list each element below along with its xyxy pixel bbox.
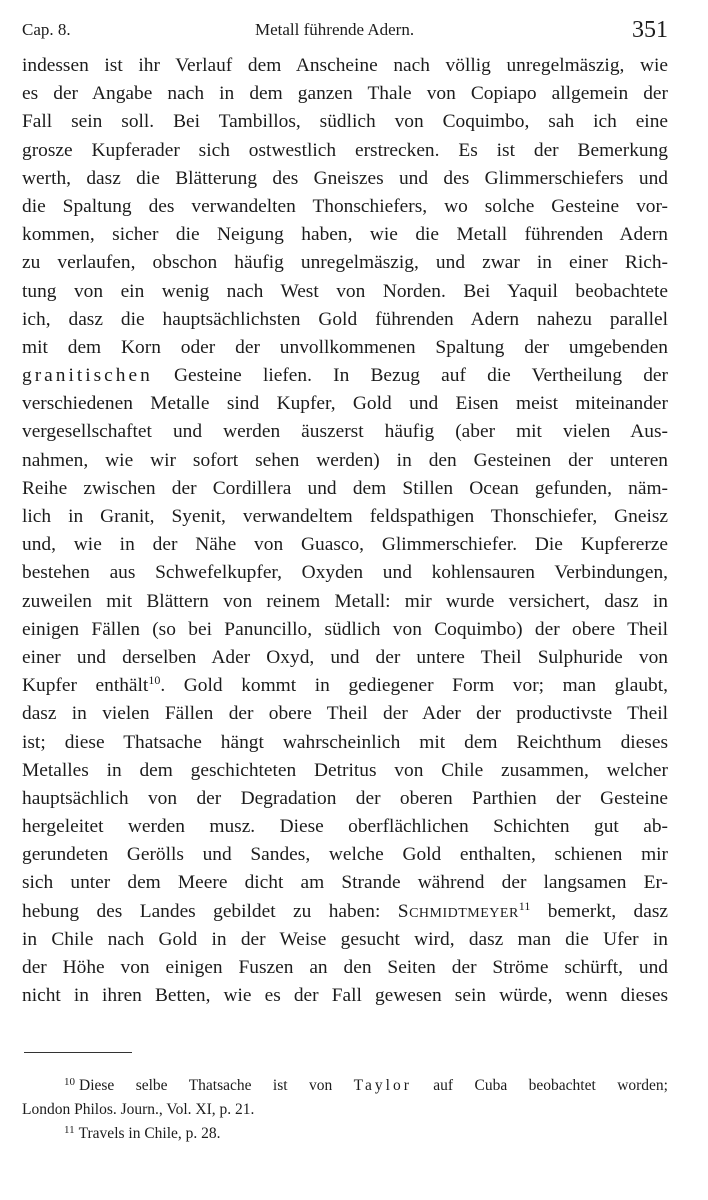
- line-segment: . Gold kommt in gediegener Form vor; man glaubt,: [160, 675, 668, 697]
- text-line: werth, dasz die Blätterung des Gneiszes und des Glimmerschiefers und: [22, 167, 668, 189]
- text-line: dasz in vielen Fällen der obere Theil der Ader der productivste Theil: [22, 703, 668, 725]
- text-line: [22, 362, 668, 390]
- text-line: zu verlaufen, obschon häufig unregelmäszig, und zwar in einer Rich-: [22, 252, 668, 274]
- text-line: es der Angabe nach in dem ganzen Thale von Copiapo allgemein der: [22, 83, 668, 105]
- page-number: 351: [632, 17, 668, 43]
- text-line: indessen ist ihr Verlauf dem Anscheine nach völlig unregelmäszig, wie: [22, 55, 668, 76]
- text-line: [22, 672, 668, 700]
- text-line: einigen Fällen (so bei Panuncillo, südlich von Coquimbo) der obere Theil: [22, 618, 668, 640]
- text-line: mit dem Korn oder der unvollkommenen Spaltung der umgebenden: [22, 336, 668, 358]
- text-line: einer und derselben Ader Oxyd, und der untere Theil Sulphuride von: [22, 646, 668, 668]
- footnote-10: [22, 1074, 668, 1098]
- text-line: verschiedenen Metalle sind Kupfer, Gold und Eisen meist miteinander: [22, 393, 668, 415]
- author-name: Schmidtmeyer: [397, 900, 519, 922]
- footnotes: [22, 1074, 668, 1146]
- text-line: kommen, sicher die Neigung haben, wie die Metall führenden Adern: [22, 224, 668, 246]
- footnote-number: 10: [64, 1076, 75, 1088]
- line-segment: hebung des Landes gebildet zu haben:: [22, 900, 398, 922]
- text-line: bestehen aus Schwefelkupfer, Oxyden und kohlensauren Verbindungen,: [22, 562, 668, 584]
- text-line: Fall sein soll. Bei Tambillos, südlich von Coquimbo, sah ich eine: [22, 111, 668, 133]
- text-line: hauptsächlich von der Degradation der oberen Parthien der Gesteine: [22, 787, 668, 809]
- text-line: gerundeten Gerölls und Sandes, welche Gold enthalten, schienen mir: [22, 844, 668, 866]
- text-line: nicht in ihren Betten, wie es der Fall gewesen sein würde, wenn dieses: [22, 985, 668, 1007]
- footnote-text: auf Cuba beobachtet worden;: [411, 1077, 668, 1094]
- footnote-number: 11: [64, 1124, 75, 1136]
- text-line: sich unter dem Meere dicht am Strande während der langsamen Er-: [22, 872, 668, 894]
- line-segment: bemerkt, dasz: [530, 900, 668, 922]
- footnote-ref[interactable]: 10: [148, 673, 161, 688]
- text-line: zuweilen mit Blättern von reinem Metall: mir wurde versichert, dasz in: [22, 590, 668, 612]
- text-line: der Höhe von einigen Fuszen an den Seiten der Ströme schürft, und: [22, 957, 668, 978]
- footnote-text: Diese selbe Thatsache ist von: [79, 1077, 354, 1094]
- main-text: [22, 52, 668, 1010]
- text-line: ich, dasz die hauptsächlichsten Gold führenden Adern nahezu parallel: [22, 308, 668, 330]
- footnote-divider: [24, 1052, 132, 1053]
- text-line: die Spaltung des verwandelten Thonschiefers, wo solche Gesteine vor-: [22, 195, 668, 217]
- chapter-label: Cap. 8.: [22, 20, 71, 39]
- text-line: Reihe zwischen der Cordillera und dem Stillen Ocean gefunden, näm-: [22, 477, 668, 499]
- text-line: grosze Kupferader sich ostwestlich erstrecken. Es ist der Bemerkung: [22, 139, 668, 161]
- footnote-10-continued: London Philos. Journ., Vol. XI, p. 21.: [22, 1101, 255, 1118]
- text-line: nahmen, wie wir sofort sehen werden) in den Gesteinen der unteren: [22, 449, 668, 471]
- text-line: hergeleitet werden musz. Diese oberflächlichen Schichten gut ab-: [22, 816, 668, 838]
- emphasized-name: Taylor: [353, 1077, 412, 1094]
- text-line: [22, 898, 668, 926]
- text-line: und, wie in der Nähe von Guasco, Glimmerschiefer. Die Kupfererze: [22, 534, 668, 556]
- line-segment: Gesteine liefen. In Bezug auf die Vertheilung der: [152, 365, 668, 387]
- text-line: in Chile nach Gold in der Weise gesucht wird, dasz man die Ufer in: [22, 928, 668, 950]
- footnote-ref[interactable]: 11: [518, 898, 531, 913]
- running-title: Metall führende Adern.: [255, 20, 415, 39]
- footnote-text: Travels in Chile, p. 28.: [78, 1125, 221, 1142]
- text-line: Metalles in dem geschichteten Detritus von Chile zusammen, welcher: [22, 759, 668, 781]
- text-line: tung von ein wenig nach West von Norden. Bei Yaquil beobachtete: [22, 280, 668, 302]
- line-segment: Kupfer enthält: [22, 675, 149, 697]
- text-line: lich in Granit, Syenit, verwandeltem feldspathigen Thonschiefer, Gneisz: [22, 506, 668, 527]
- page-header: [0, 0, 708, 50]
- text-line: vergesellschaftet und werden äuszerst häufig (aber mit vielen Aus-: [22, 421, 668, 443]
- emphasized-word: granitischen: [22, 365, 153, 387]
- text-line: ist; diese Thatsache hängt wahrscheinlich mit dem Reichthum dieses: [22, 731, 668, 753]
- footnote-11: [22, 1122, 668, 1146]
